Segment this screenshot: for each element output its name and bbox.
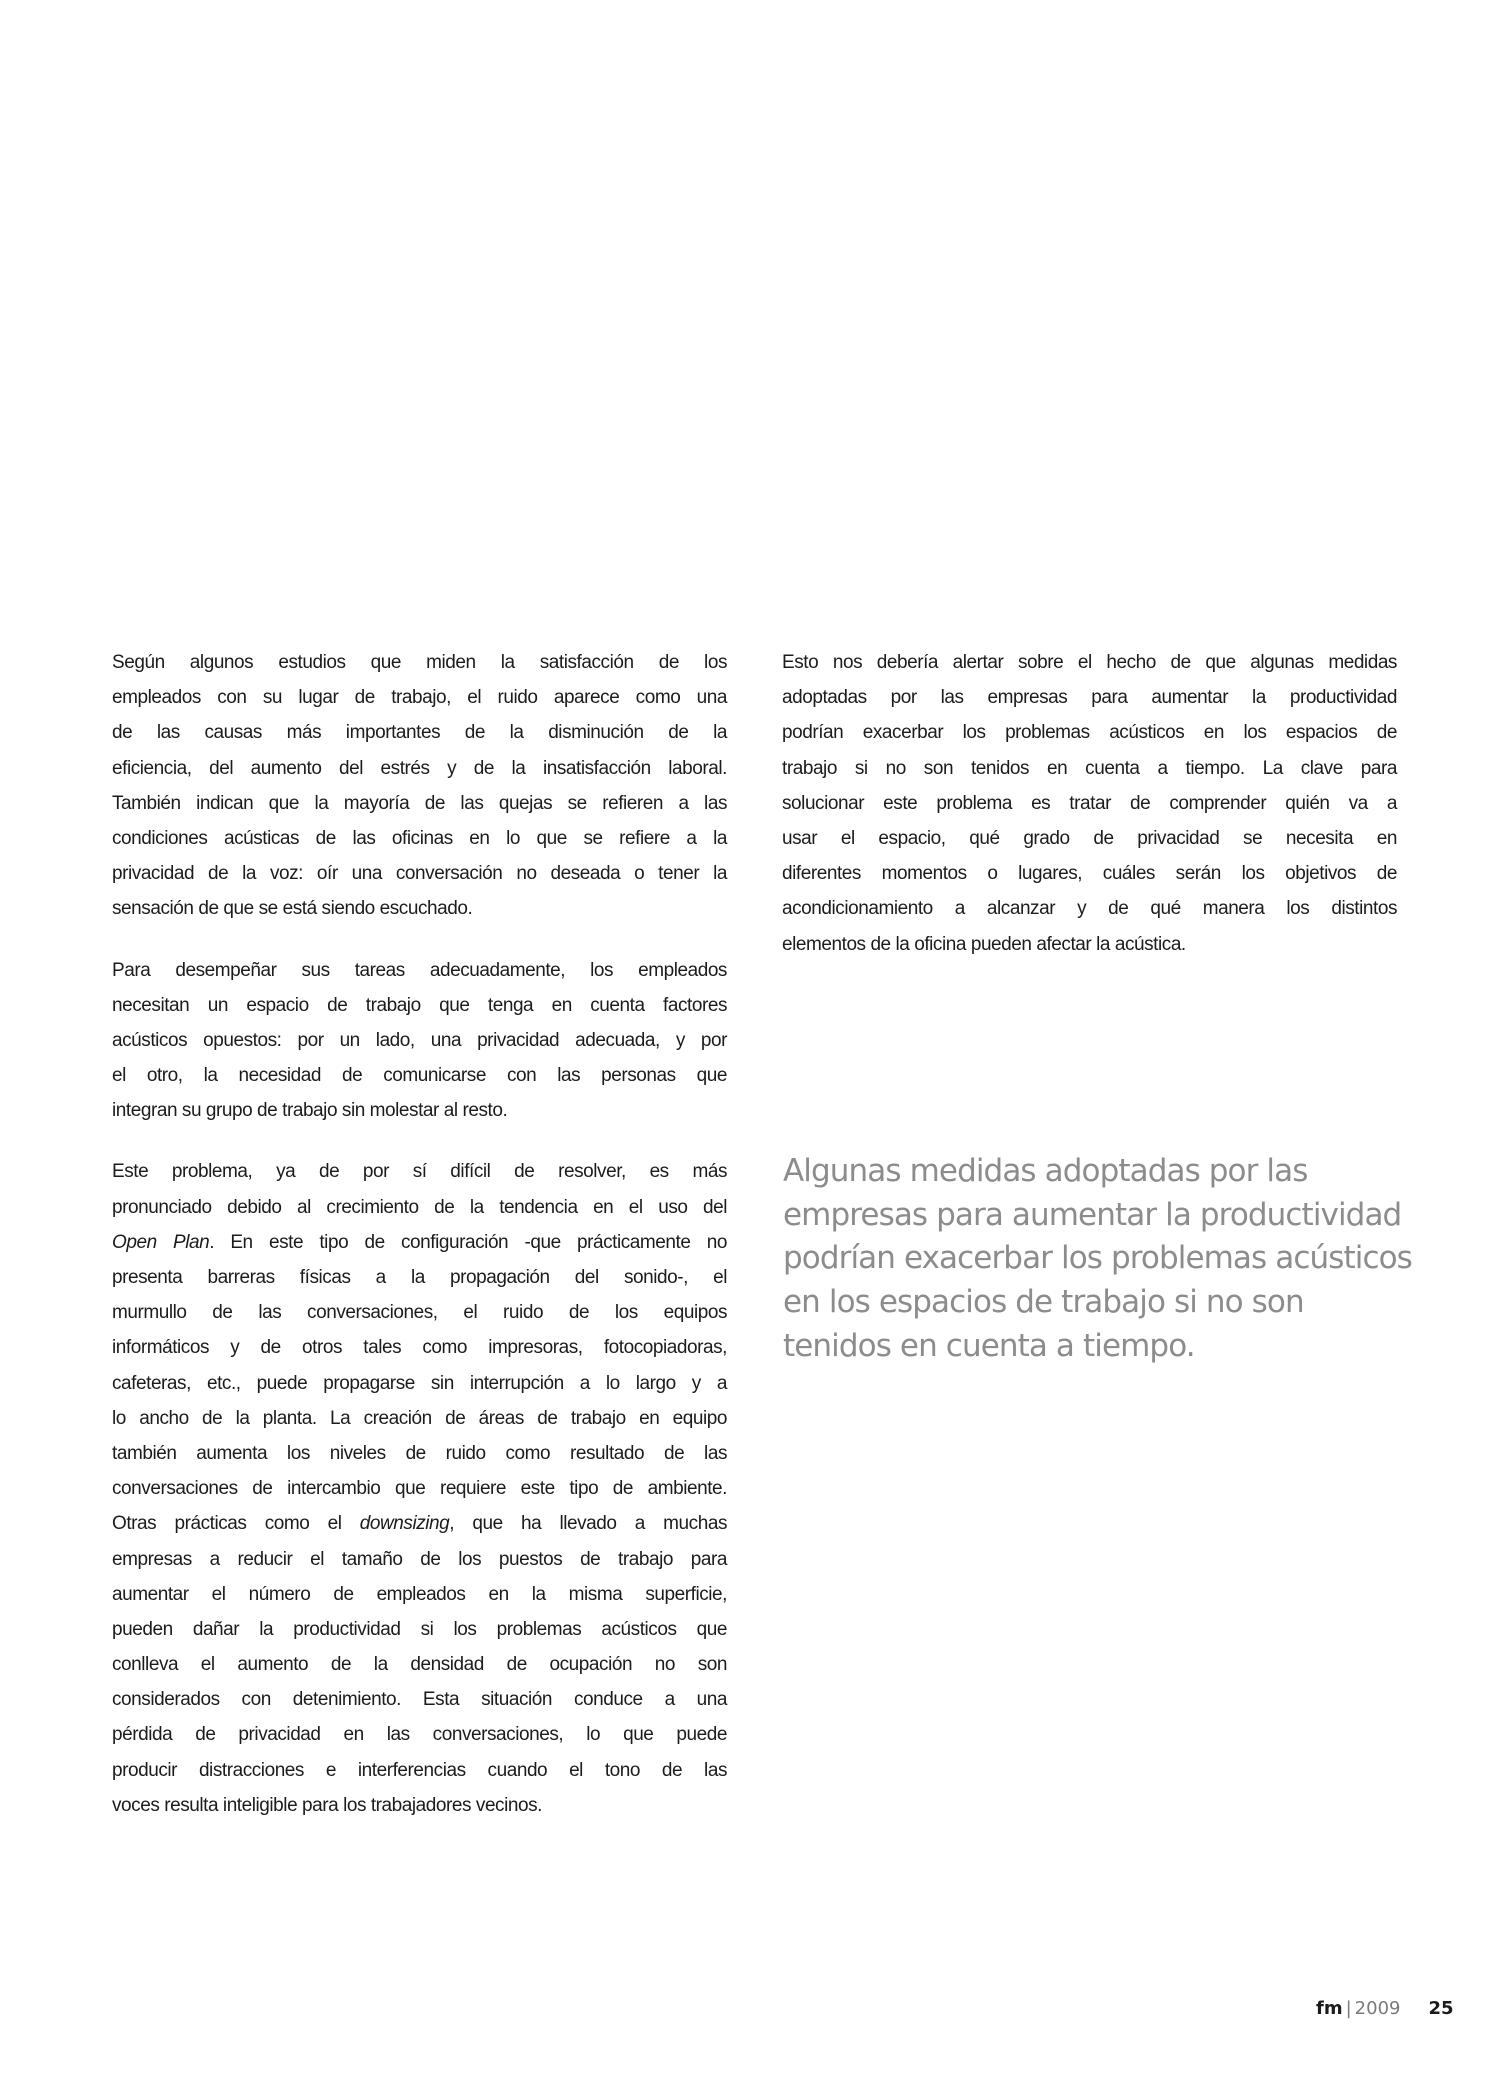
text-line: trabajo si no son tenidos en cuenta a tiempo. La clave para (782, 757, 1397, 779)
text-line: murmullo de las conversaciones, el ruido de los equipos (112, 1302, 727, 1324)
text-line: Esto nos debería alertar sobre el hecho de que algunas medidas (782, 652, 1397, 673)
text-line: empresas a reducir el tamaño de los puestos de trabajo para (112, 1548, 727, 1570)
italic-term-downsizing: downsizing (359, 1513, 450, 1535)
text-line: lo ancho de la planta. La creación de áreas de trabajo en equipo (112, 1407, 727, 1429)
text-line: acondicionamiento a alcanzar y de qué manera los distintos (782, 898, 1397, 920)
text-fragment: . En este tipo de configuración -que prácticamente no (209, 1231, 727, 1253)
text-line: aumentar el número de empleados en la misma superficie, (112, 1583, 727, 1605)
text-line: usar el espacio, qué grado de privacidad se necesita en (782, 827, 1397, 849)
text-fragment: , que ha llevado a muchas (449, 1513, 728, 1535)
text-line: pueden dañar la productividad si los problemas acústicos que (112, 1618, 727, 1640)
text-line: presenta barreras físicas a la propagación del sonido-, el (112, 1267, 727, 1288)
text-line: integran su grupo de trabajo sin molestar al resto. (112, 1100, 508, 1122)
text-line: condiciones acústicas de las oficinas en lo que se refiere a la (112, 827, 727, 849)
issue-year: 2009 (1354, 1998, 1401, 2019)
text-line: Este problema, ya de por sí difícil de resolver, es más (112, 1161, 727, 1183)
text-line: de las causas más importantes de la disminución de la (112, 722, 727, 744)
text-line: voces resulta inteligible para los trabajadores vecinos. (112, 1794, 542, 1816)
text-line: conlleva el aumento de la densidad de ocupación no son (112, 1654, 727, 1676)
pull-quote-line: Algunas medidas adoptadas por las (783, 1153, 1308, 1189)
text-line: Según algunos estudios que miden la satisfacción de los (112, 652, 727, 673)
text-line: También indican que la mayoría de las quejas se refieren a las (112, 792, 727, 814)
text-line: también aumenta los niveles de ruido como resultado de las (112, 1442, 727, 1464)
footer-separator: | (1345, 1998, 1352, 2019)
paragraph-4 (782, 645, 1397, 962)
magazine-brand: fm (1316, 1998, 1343, 2019)
italic-term-open-plan: Open Plan (112, 1231, 210, 1253)
text-line: elementos de la oficina pueden afectar la acústica. (782, 933, 1186, 955)
text-line: solucionar este problema es tratar de comprender quién va a (782, 792, 1397, 814)
text-line: informáticos y de otros tales como impresoras, fotocopiadoras, (112, 1337, 727, 1359)
text-line (112, 1506, 727, 1541)
text-line: empleados con su lugar de trabajo, el ruido aparece como una (112, 687, 727, 709)
text-line: producir distracciones e interferencias cuando el tono de las (112, 1759, 727, 1781)
pull-quote-line: en los espacios de trabajo si no son (783, 1284, 1304, 1321)
text-line: cafeteras, etc., puede propagarse sin interrupción a lo largo y a (112, 1372, 727, 1394)
text-line: privacidad de la voz: oír una conversación no deseada o tener la (112, 863, 727, 885)
text-line: acústicos opuestos: por un lado, una privacidad adecuada, y por (112, 1029, 727, 1051)
pull-quote (783, 1150, 1423, 1369)
text-line: eficiencia, del aumento del estrés y de la insatisfacción laboral. (112, 757, 727, 779)
text-line: considerados con detenimiento. Esta situación conduce a una (112, 1689, 727, 1711)
text-line: Para desempeñar sus tareas adecuadamente, los empleados (112, 959, 727, 981)
text-line: conversaciones de intercambio que requiere este tipo de ambiente. (112, 1478, 727, 1500)
text-line: necesitan un espacio de trabajo que tenga en cuenta factores (112, 994, 727, 1016)
text-line: el otro, la necesidad de comunicarse con las personas que (112, 1065, 727, 1087)
pull-quote-line: podrían exacerbar los problemas acústicos (783, 1240, 1412, 1277)
text-line (112, 1225, 727, 1260)
text-line: adoptadas por las empresas para aumentar la productividad (782, 687, 1397, 709)
text-line: podrían exacerbar los problemas acústicos en los espacios de (782, 722, 1397, 744)
text-line: diferentes momentos o lugares, cuáles serán los objetivos de (782, 863, 1397, 885)
pull-quote-line: empresas para aumentar la productividad (783, 1196, 1402, 1233)
paragraph-2 (112, 953, 727, 1129)
page-number: 25 (1428, 1998, 1454, 2019)
text-line: pérdida de privacidad en las conversaciones, lo que puede (112, 1724, 727, 1746)
paragraph-3 (112, 1154, 727, 1823)
page-footer (1316, 1996, 1454, 2022)
text-line: pronunciado debido al crecimiento de la tendencia en el uso del (112, 1196, 727, 1218)
article-left-column (112, 645, 727, 1849)
article-right-column (782, 645, 1397, 988)
text-fragment: Otras prácticas como el (112, 1513, 360, 1535)
text-line: sensación de que se está siendo escuchado. (112, 898, 473, 920)
pull-quote-line: tenidos en cuenta a tiempo. (783, 1327, 1195, 1364)
paragraph-1 (112, 645, 727, 927)
